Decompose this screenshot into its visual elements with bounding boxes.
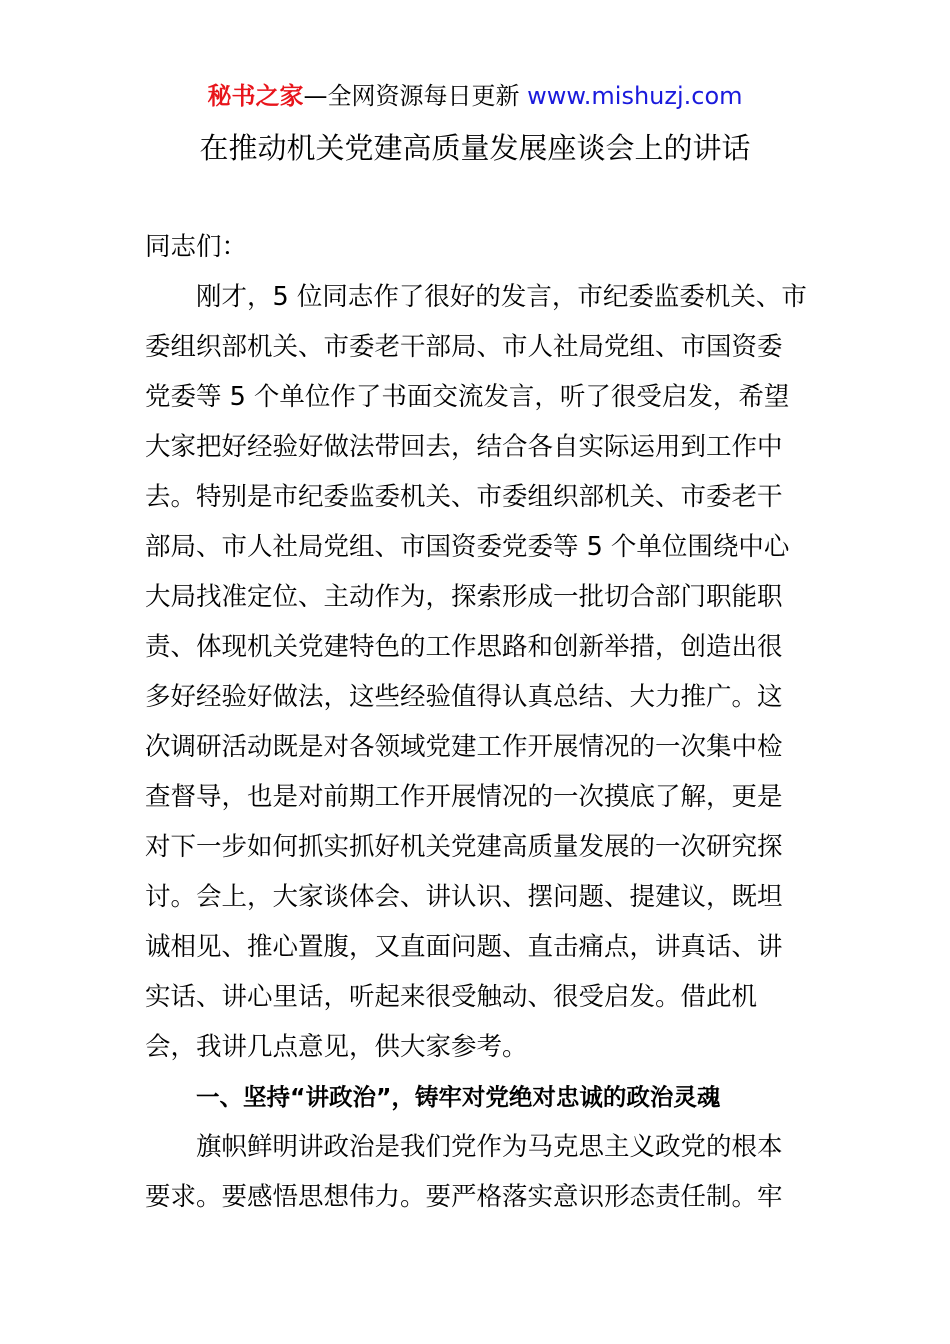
body-line: 责、体现机关党建特色的工作思路和创新举措，创造出很 — [145, 632, 783, 662]
site-brand: 秘书之家 — [207, 82, 304, 110]
document-body — [145, 222, 815, 1222]
salutation-line: 同志们： — [145, 232, 248, 262]
body-line: 次调研活动既是对各领域党建工作开展情况的一次集中检 — [145, 732, 783, 762]
body-line: 刚才，5 位同志作了很好的发言，市纪委监委机关、市 — [196, 282, 807, 312]
body-line: 大局找准定位、主动作为，探索形成一批切合部门职能职 — [145, 582, 783, 612]
body-line: 部局、市人社局党组、市国资委党委等 5 个单位围绕中心 — [145, 532, 790, 562]
document-title: 在推动机关党建高质量发展座谈会上的讲话 — [199, 131, 751, 165]
body-line: 党委等 5 个单位作了书面交流发言，听了很受启发，希望 — [145, 382, 790, 412]
body-line: 查督导，也是对前期工作开展情况的一次摸底了解，更是 — [145, 782, 783, 812]
body-line: 要求。要感悟思想伟力。要严格落实意识形态责任制。牢 — [145, 1182, 783, 1212]
body-line: 旗帜鲜明讲政治是我们党作为马克思主义政党的根本 — [196, 1132, 783, 1162]
site-banner — [0, 80, 950, 112]
body-line: 诚相见、推心置腹，又直面问题、直击痛点，讲真话、讲 — [145, 932, 783, 962]
body-line: 会，我讲几点意见，供大家参考。 — [145, 1032, 528, 1062]
body-line: 多好经验好做法，这些经验值得认真总结、大力推广。这 — [145, 682, 783, 712]
section-heading: 一、坚持“讲政治”，铸牢对党绝对忠诚的政治灵魂 — [196, 1083, 721, 1111]
body-line: 讨。会上，大家谈体会、讲认识、摆问题、提建议，既坦 — [145, 882, 783, 912]
site-url-link[interactable]: www.mishuzj.com — [527, 82, 743, 110]
body-line: 对下一步如何抓实抓好机关党建高质量发展的一次研究探 — [145, 832, 783, 862]
body-line: 去。特别是市纪委监委机关、市委组织部机关、市委老干 — [145, 482, 783, 512]
site-tagline: —全网资源每日更新 — [303, 82, 528, 110]
body-line: 实话、讲心里话，听起来很受触动、很受启发。借此机 — [145, 982, 758, 1012]
body-line: 大家把好经验好做法带回去，结合各自实际运用到工作中 — [145, 432, 783, 462]
body-line: 委组织部机关、市委老干部局、市人社局党组、市国资委 — [145, 332, 783, 362]
